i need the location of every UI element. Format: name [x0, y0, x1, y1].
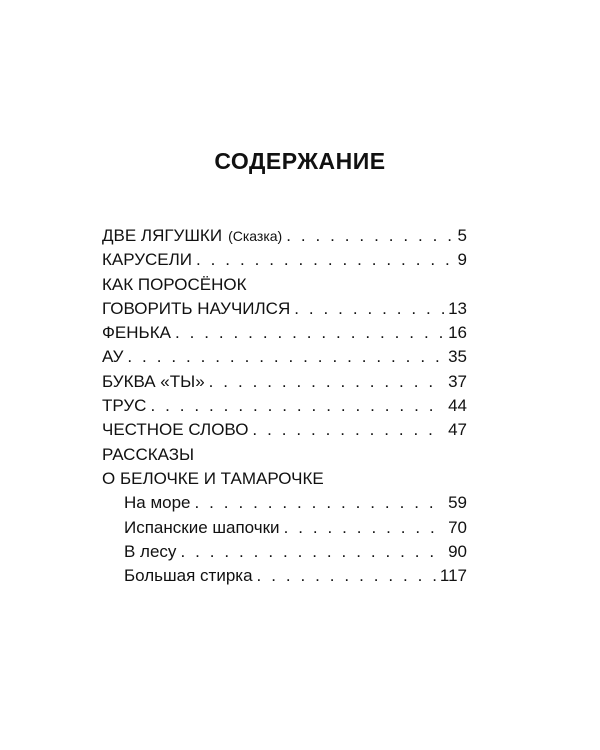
toc-entry-page: 44 [448, 396, 467, 416]
toc-entry-page: 59 [448, 493, 467, 513]
toc-entry-label: ДВЕ ЛЯГУШКИ [102, 226, 223, 245]
toc-entry-page: 5 [457, 226, 467, 245]
toc-entry-porosenok [102, 297, 467, 321]
toc-leader-dots [150, 394, 444, 418]
toc-entry-dve-lyagushki [102, 224, 467, 248]
toc-leader-dots [196, 248, 454, 272]
toc-entry-label: Испанские шапочки [124, 517, 280, 537]
toc-entry-label: ФЕНЬКА [102, 323, 171, 343]
toc-entry-page: 37 [448, 371, 467, 391]
toc-entry-chestnoe-slovo [102, 418, 467, 442]
toc-section-heading: О БЕЛОЧКЕ И ТАМАРОЧКЕ [102, 468, 324, 488]
toc-entry-karuseli [102, 248, 467, 272]
toc-entry-label: На море [124, 493, 191, 513]
toc-entry-label: АУ [102, 347, 124, 367]
toc-entry-page: 90 [448, 541, 467, 561]
toc-leader-dots [195, 491, 445, 515]
toc-leader-dots [180, 540, 444, 564]
toc-leader-dots [257, 564, 436, 588]
toc-entry-label: ГОВОРИТЬ НАУЧИЛСЯ [102, 298, 291, 318]
toc-entry-au [102, 345, 467, 369]
toc-leader-dots [127, 345, 444, 369]
toc-entry-page: 9 [457, 250, 467, 270]
toc-entry-label: ТРУС [102, 396, 147, 416]
toc-entry-label: КАРУСЕЛИ [102, 250, 192, 270]
toc-leader-dots [252, 418, 444, 442]
toc-entry-page: 47 [448, 420, 467, 440]
table-of-contents [102, 224, 467, 588]
toc-subentry-ispanskie-shapochki [102, 516, 467, 540]
toc-section-heading: РАССКАЗЫ [102, 444, 195, 464]
toc-entry-page: 13 [448, 298, 467, 318]
toc-entry-label: БУКВА «ТЫ» [102, 371, 205, 391]
toc-entry-page: 35 [448, 347, 467, 367]
page-title: СОДЕРЖАНИЕ [214, 148, 386, 174]
toc-entry-label: ЧЕСТНОЕ СЛОВО [102, 420, 249, 440]
toc-subentry-bolshaya-stirka [102, 564, 467, 588]
toc-leader-dots [175, 321, 444, 345]
toc-entry-trus [102, 394, 467, 418]
toc-leader-dots [294, 297, 444, 321]
toc-entry-label-line: КАК ПОРОСЁНОК [102, 274, 247, 294]
toc-entry-page: 16 [448, 323, 467, 343]
toc-leader-dots [286, 224, 453, 248]
toc-entry-label: В лесу [124, 541, 177, 561]
toc-entry-label: Большая стирка [124, 566, 253, 586]
toc-entry-page: 70 [448, 517, 467, 537]
toc-entry-page: 117 [439, 566, 467, 586]
toc-entry-bukva-ty [102, 370, 467, 394]
toc-subentry-v-lesu [102, 540, 467, 564]
toc-subentry-na-more [102, 491, 467, 515]
toc-entry-note: (Сказка) [228, 228, 283, 244]
toc-leader-dots [284, 516, 445, 540]
toc-leader-dots [209, 370, 444, 394]
toc-entry-fenka [102, 321, 467, 345]
